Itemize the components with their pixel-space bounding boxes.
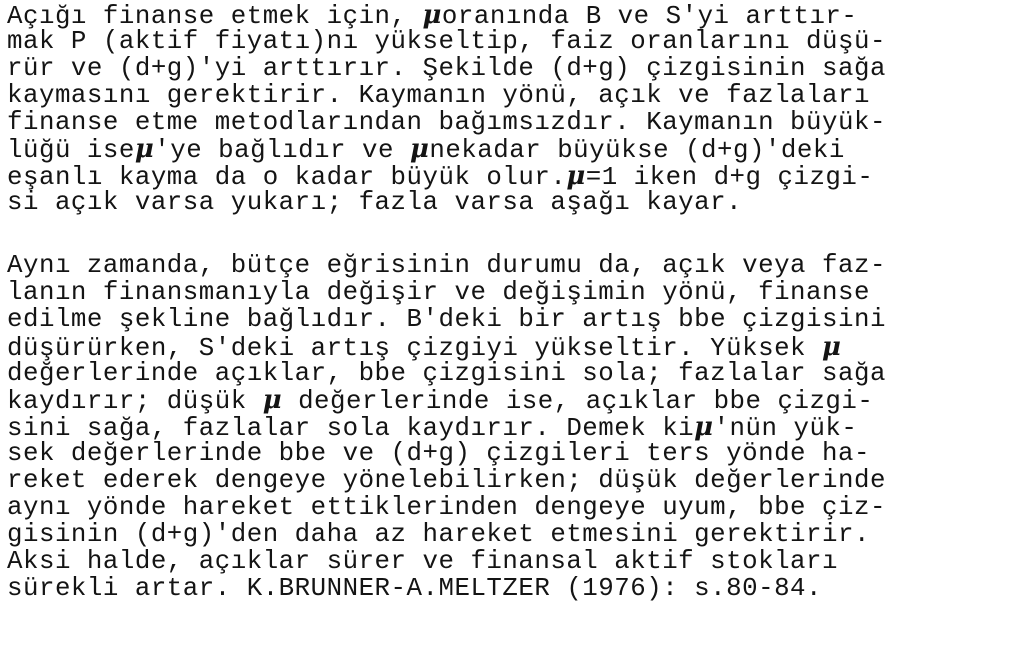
- mu-symbol: μ: [566, 161, 586, 192]
- text-segment: Aynı zamanda, bütçe eğrisinin durumu da, açık veya faz-: [7, 251, 886, 280]
- text-segment: sini sağa, fazlalar sola kaydırır. Demek ki: [7, 414, 695, 444]
- text-segment: 'nün yük-: [713, 414, 858, 444]
- text-segment: =1 iken d+g çizgi-: [585, 163, 874, 193]
- text-line: [7, 2, 886, 29]
- text-segment: lüğü ise: [7, 136, 135, 166]
- text-line: [7, 26, 886, 56]
- text-segment: edilme şekline bağlıdır. B'deki bir artış bbe çizgisini: [7, 304, 886, 334]
- mu-symbol: μ: [694, 412, 714, 443]
- text-segment: Aksi halde, açıklar sürer ve finansal aktif stokları: [7, 546, 838, 576]
- mu-symbol: μ: [134, 134, 155, 165]
- text-line: [7, 358, 886, 388]
- text-line: [7, 412, 886, 444]
- paragraph-2: [7, 253, 886, 603]
- text-segment: değerlerinde açıklar, bbe çizgisini sola; fazlalar sağa: [7, 358, 886, 388]
- text-line: [7, 519, 886, 549]
- text-segment: finanse etme metodlarından bağımsızdır. Kaymanın büyük-: [7, 107, 886, 137]
- mu-symbol: μ: [822, 331, 842, 362]
- text-segment: Açığı finanse etmek için,: [7, 2, 423, 31]
- text-line: [7, 546, 886, 576]
- text-segment: reket ederek dengeye yönelebilirken; düşük değerlerinde: [7, 466, 886, 496]
- text-line: [7, 495, 886, 522]
- paragraph-1: [7, 2, 886, 217]
- text-segment: mak P (aktif fiyatı)nı yükseltip, faiz oranlarını düşü-: [7, 26, 886, 56]
- text-line: [7, 253, 886, 280]
- text-line: [7, 107, 886, 137]
- mu-symbol: μ: [409, 134, 430, 165]
- text-segment: değerlerinde ise, açıklar bbe çizgi-: [282, 387, 874, 417]
- text-line: [7, 134, 886, 166]
- text-line: [7, 573, 886, 603]
- text-segment: nekadar büyükse (d+g)'deki: [429, 136, 845, 166]
- text-segment: lanın finansmanıyla değişir ve değişimin yönü, finanse: [7, 277, 870, 307]
- text-line: [7, 468, 886, 495]
- text-segment: aynı yönde hareket ettiklerinden dengeye uyum, bbe çiz-: [7, 493, 886, 523]
- text-line: [7, 331, 886, 363]
- text-segment: gisinin (d+g)'den daha az hareket etmesini gerektirir.: [7, 519, 870, 549]
- text-line: [7, 441, 886, 468]
- text-line: [7, 190, 886, 217]
- text-segment: sek değerlerinde bbe ve (d+g) çizgileri ters yönde ha-: [7, 439, 870, 469]
- text-segment: rür ve (d+g)'yi arttırır. Şekilde (d+g) çizgisinin sağa: [7, 53, 886, 83]
- text-segment: eşanlı kayma da o kadar büyük olur.: [7, 163, 567, 193]
- text-segment: kaymasını gerektirir. Kaymanın yönü, açık ve fazlaları: [7, 80, 870, 110]
- mu-symbol: μ: [262, 385, 283, 416]
- text-segment: si açık varsa yukarı; fazla varsa aşağı kayar.: [7, 188, 743, 218]
- text-line: [7, 161, 886, 193]
- text-segment: sürekli artar. K.BRUNNER-A.MELTZER (1976): s.80-84.: [7, 573, 823, 603]
- text-line: [7, 385, 886, 417]
- text-segment: 'ye bağlıdır ve: [154, 136, 410, 166]
- mu-symbol: μ: [422, 0, 442, 30]
- text-segment: oranında B ve S'yi arttır-: [441, 2, 858, 31]
- text-line: [7, 80, 886, 110]
- text-line: [7, 277, 886, 307]
- text-line: [7, 53, 886, 83]
- text-line: [7, 304, 886, 334]
- text-segment: düşürürken, S'deki artış çizgiyi yükseltir. Yüksek: [7, 333, 823, 363]
- text-segment: kaydırır; düşük: [7, 387, 263, 417]
